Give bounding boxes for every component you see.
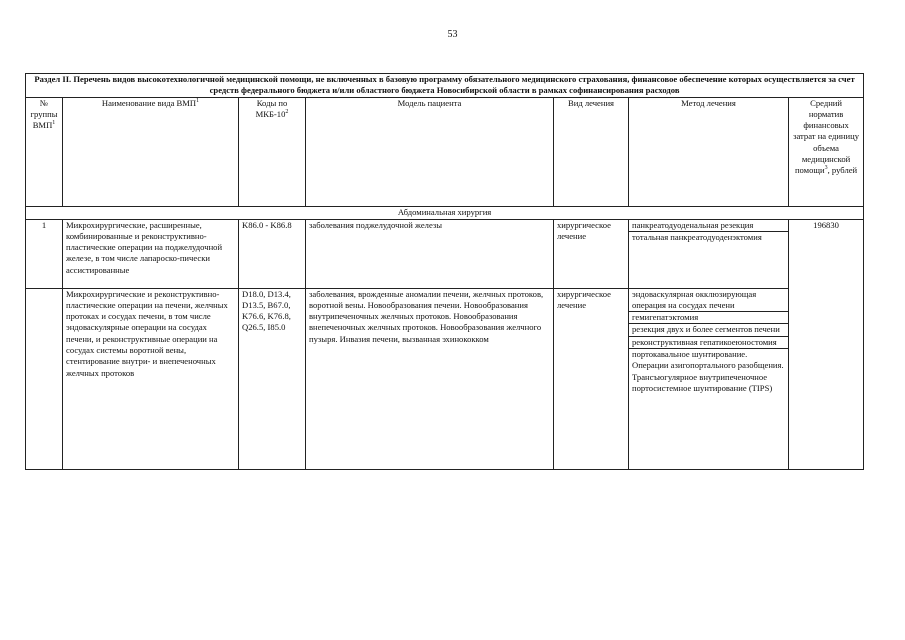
treatment-methods [629,219,789,288]
page-number: 53 [447,29,458,40]
icd-codes: D18.0, D13.4, D13.5, B67.0, K76.6, K76.8, Q26.5, I85.0 [239,288,306,469]
section-heading: Абдоминальная хирургия [26,206,864,219]
section-title: Раздел II. Перечень видов высокотехнологичной медицинской помощи, не включенных в базовую программу обязательного медицинского страхования, финансовое обеспечение которых осуществляется за счет средств федерального бюджета и/или областного бюджета Новосибирской области в рамках софинансирования расходов [26,74,864,98]
table-row [26,219,864,288]
method-item: портокавальное шунтирование. Операции азигопортального разобщения. Трансъюгулярное внутрипеченочное портосистемное шунтирование (TIPS) [632,349,784,393]
header-vmp-name: Наименование вида ВМП$^1$ [63,97,239,206]
table-row [26,288,864,469]
average-cost: 196830 [789,219,864,469]
method-item: тотальная панкреатодуоденэктомия [632,231,762,242]
header-group-number: № группы ВМП$^1$ [26,97,63,206]
method-item: эндоваскулярная окклюзирующая операция на сосудах печени [629,289,788,313]
group-number: 1 [26,219,63,288]
header-treatment-type: Вид лечения [554,97,629,206]
patient-model: заболевания поджелудочной железы [306,219,554,288]
vmp-name: Микрохирургические, расширенные, комбинированные и реконструктивно-пластические операции на поджелудочной железе, в том числе лапароско-пически ассистированные [63,219,239,288]
header-treatment-method: Метод лечения [629,97,789,206]
method-item: панкреатодуоденальная резекция [629,220,788,232]
method-item: гемигепатэктомия [629,312,788,324]
header-patient-model: Модель пациента [306,97,554,206]
method-item: реконструктивная гепатикоеюностомия [629,337,788,349]
icd-codes: K86.0 - K86.8 [239,219,306,288]
vmp-table [25,73,864,470]
group-number [26,288,63,469]
treatment-type: хирургическое лечение [554,288,629,469]
vmp-name: Микрохирургические и реконструктивно-пластические операции на печени, желчных протоках и сосудах печени, в том числе эндоваскулярные операции на сосудах печени, и реконструктивные операции на сосудах системы воротной вены, стентирование внутри- и внепеченочных желчных протоков [63,288,239,469]
patient-model: заболевания, врожденные аномалии печени, желчных протоков, воротной вены. Новообразования печени. Новообразования внутрипеченочных желчных протоков. Новообразования внепеченочных желчных протоков. Новообразования желчного пузыря. Инвазия печени, вызванная эхинококком [306,288,554,469]
header-average-cost: Средний норматив финансовых затрат на единицу объема медицинской помощи$^3$, рублей [789,97,864,206]
header-icd-codes: Коды по МКБ-$10^2$ [239,97,306,206]
treatment-type: хирургическое лечение [554,219,629,288]
treatment-methods [629,288,789,469]
method-item: резекция двух и более сегментов печени [629,324,788,336]
